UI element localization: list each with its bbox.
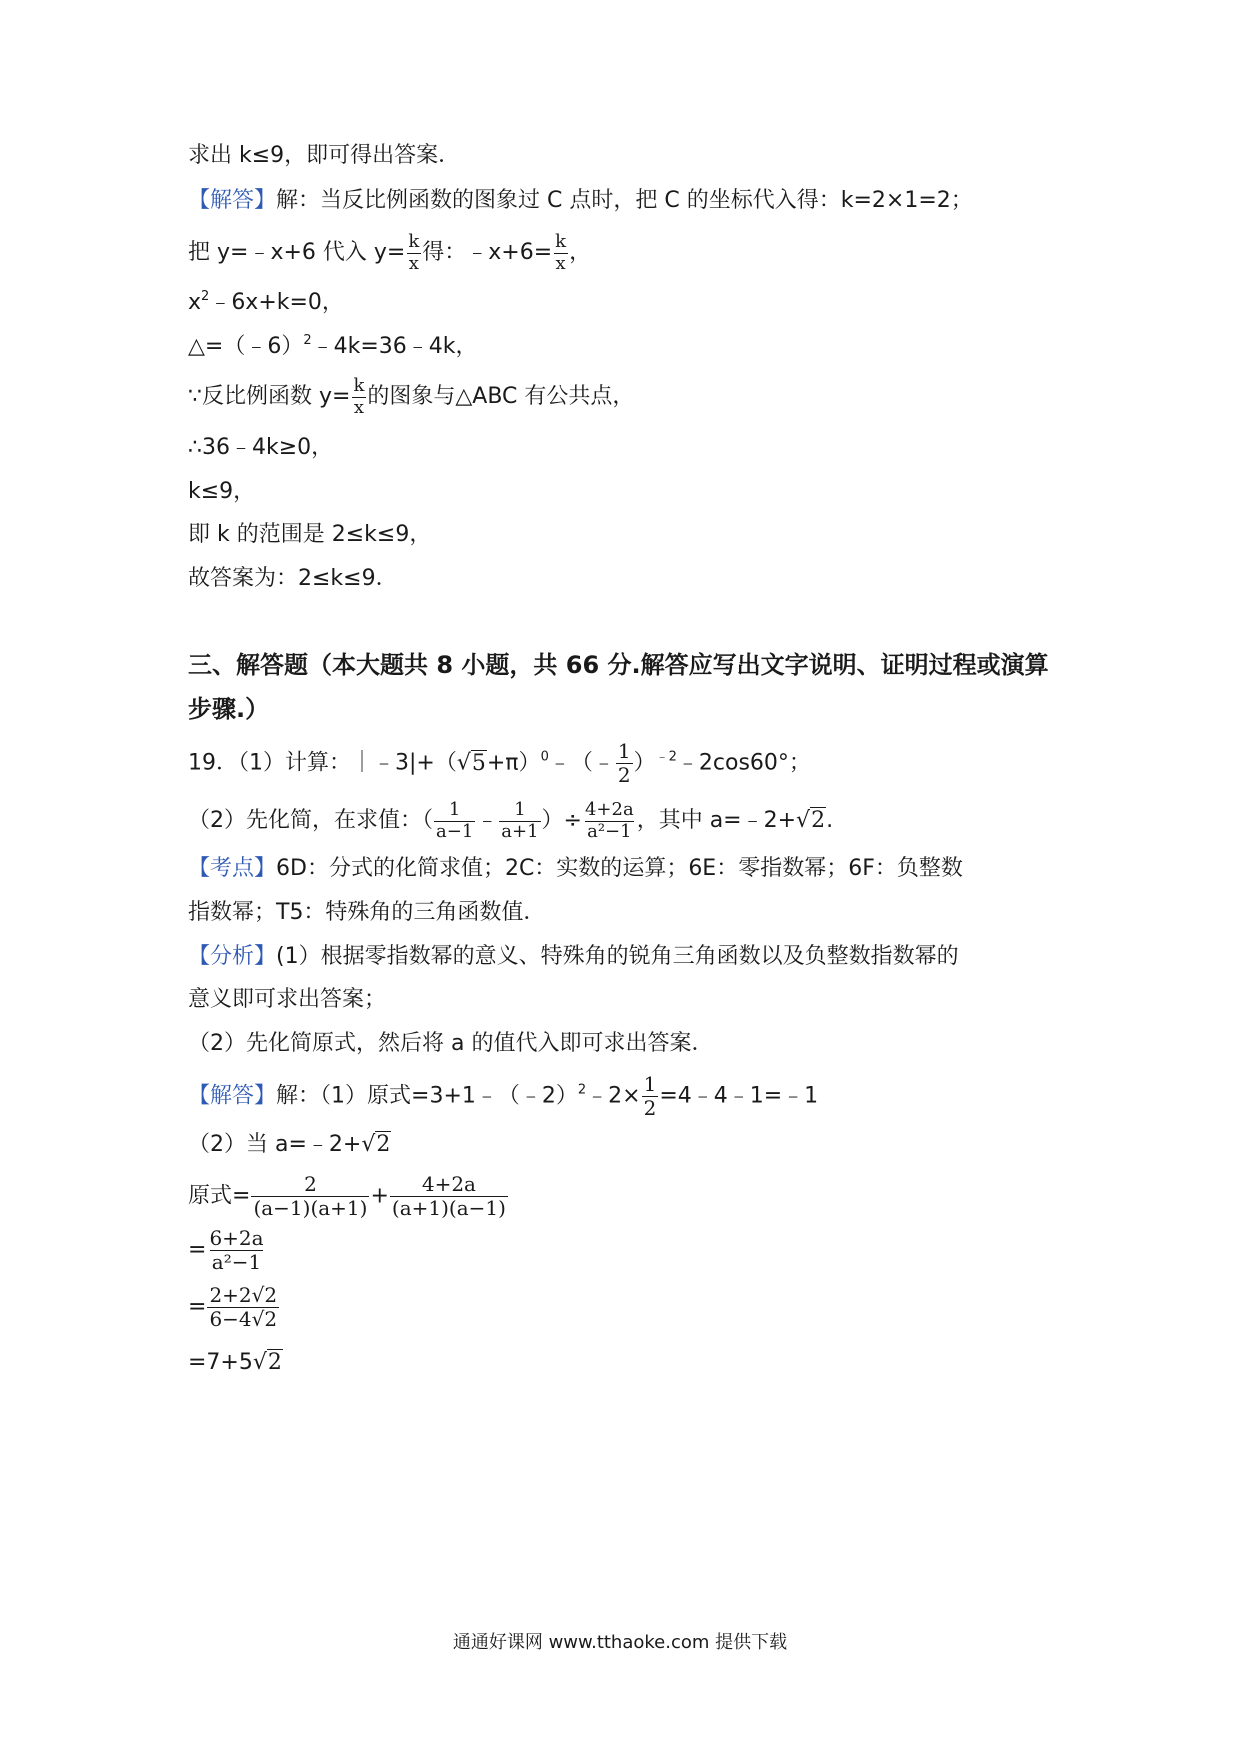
text-segment: （2）先化简，在求值：（: [188, 808, 433, 834]
section-heading: 三、解答题（本大题共 8 小题，共 66 分.解答应写出文字说明、证明过程或演算: [188, 651, 1049, 679]
text-segment: ﹣2cos60°；: [676, 750, 811, 776]
kaodian-tag: 【考点】: [188, 856, 277, 881]
fraction-denominator: x: [353, 396, 364, 418]
fenxi-tag: 【分析】: [188, 944, 277, 969]
text-segment: （2）当 a=﹣2+: [188, 1132, 362, 1157]
superscript: 2: [303, 333, 312, 348]
fraction-denominator: x: [408, 252, 419, 274]
text-segment: =4﹣4﹣1=﹣1: [659, 1083, 819, 1109]
page-footer: 通通好课网 www.tthaoke.com 提供下载: [452, 1632, 788, 1653]
fenxi-line: [188, 946, 959, 968]
answer-tag: 【解答】: [188, 188, 277, 213]
fraction: [207, 1227, 265, 1274]
text-line: [188, 376, 634, 418]
sqrt-symbol: √5: [456, 750, 486, 776]
text-segment: ﹣: [476, 808, 499, 834]
text-segment: =7+5: [188, 1350, 253, 1375]
text-segment: 6D：分式的化简求值；2C：实数的运算；6E：零指数幂；6F：负整数: [276, 856, 963, 881]
fraction: [251, 1173, 369, 1220]
answer-text: 解：当反比例函数的图象过 C 点时，把 C 的坐标代入得：k=2×1=2；: [276, 188, 973, 213]
text-segment: x: [188, 290, 202, 315]
fraction-denominator: a²−1: [587, 820, 632, 842]
sqrt-symbol: √2: [796, 808, 826, 834]
fraction-k-over-x: [406, 232, 421, 274]
jieda-line: [188, 1073, 818, 1120]
fraction-numerator: k: [408, 231, 420, 252]
text-segment: ，其中 a=﹣2+: [636, 808, 797, 834]
fraction-denominator: (a+1)(a−1): [391, 1196, 506, 1220]
fraction-one-half: [616, 740, 633, 787]
text-line: 即 k 的范围是 2≤k≤9，: [188, 522, 432, 547]
text-line: 意义即可求出答案；: [188, 987, 387, 1012]
fraction-k-over-x: [351, 376, 366, 418]
text-segment: ﹣6x+k=0，: [209, 290, 344, 315]
fraction: [499, 800, 540, 842]
question-19-part-1: [188, 740, 811, 787]
fraction-numerator: 1: [448, 799, 461, 820]
text-line: [188, 290, 344, 314]
fraction-denominator: 2: [617, 763, 631, 787]
jieda-tag: 【解答】: [188, 1083, 277, 1109]
text-segment: 原式=: [188, 1183, 251, 1209]
text-segment: △=（﹣6）: [188, 334, 304, 359]
superscript: 2: [577, 1082, 587, 1098]
text-segment: =: [188, 1237, 207, 1263]
fraction-numerator: 2+2√2: [209, 1283, 278, 1307]
fraction-numerator: k: [555, 231, 567, 252]
radicand: 5: [471, 750, 486, 776]
fraction-denominator: a−1: [436, 820, 474, 842]
question-19-part-2: [188, 800, 833, 842]
text-line: [188, 190, 973, 212]
radicand: 2: [376, 1132, 391, 1157]
math-line: [188, 1352, 283, 1374]
fraction-denominator: x: [555, 252, 566, 274]
fraction-denominator: 2: [643, 1096, 657, 1120]
text-segment: 把 y=﹣x+6 代入 y=: [188, 240, 406, 266]
superscript: 2: [201, 289, 210, 304]
fraction-numerator: 4+2a: [584, 799, 634, 820]
text-segment: ﹣2×: [586, 1083, 641, 1109]
fraction-numerator: 2: [304, 1172, 317, 1196]
sqrt-symbol: √2: [361, 1132, 391, 1157]
text-segment: .: [826, 808, 834, 834]
math-line: [188, 1173, 509, 1220]
text-segment: 解：（1）原式=3+1﹣（﹣2）: [276, 1083, 578, 1109]
text-segment: ∵反比例函数 y=: [188, 384, 351, 410]
text-line: [188, 232, 591, 274]
fraction-denominator: 6−4√2: [209, 1307, 278, 1331]
text-segment: ）: [633, 750, 656, 776]
text-segment: +π）: [486, 750, 541, 776]
text-segment: ﹣4k=36﹣4k，: [311, 334, 478, 359]
math-line: [188, 1284, 280, 1331]
fraction: [434, 800, 475, 842]
text-line: [188, 1134, 391, 1156]
superscript: ﹣2: [655, 749, 677, 765]
text-segment: ﹣（﹣: [548, 750, 615, 776]
text-segment: +: [370, 1183, 389, 1209]
fraction-numerator: k: [353, 375, 365, 396]
fraction-numerator: 1: [643, 1072, 657, 1096]
fraction-k-over-x: [553, 232, 568, 274]
text-segment: ）÷: [541, 808, 582, 834]
radicand: 2: [811, 808, 826, 834]
text-line: 故答案为：2≤k≤9．: [188, 566, 398, 591]
fraction-numerator: 6+2a: [209, 1226, 264, 1250]
text-line: ∴36﹣4k≥0，: [188, 435, 334, 460]
text-segment: 19．（1）计算：｜﹣3|+（: [188, 750, 457, 776]
text-line: 求出 k≤9，即可得出答案．: [188, 143, 461, 168]
fraction: [207, 1284, 279, 1331]
fraction: [583, 800, 636, 842]
section-heading-continued: 步骤.）: [188, 695, 270, 723]
text-segment: =: [188, 1294, 207, 1320]
text-segment: 的图象与△ABC 有公共点，: [367, 384, 635, 410]
text-line: （2）先化简原式，然后将 a 的值代入即可求出答案．: [188, 1031, 714, 1056]
text-segment: (1）根据零指数幂的意义、特殊角的锐角三角函数以及负整数指数幂的: [276, 944, 959, 969]
fraction-one-half: [642, 1073, 659, 1120]
fraction-numerator: 1: [617, 739, 631, 763]
kaodian-line: [188, 858, 963, 880]
fraction-denominator: a²−1: [211, 1250, 262, 1274]
fraction-denominator: a+1: [501, 820, 539, 842]
fraction-numerator: 4+2a: [421, 1172, 476, 1196]
text-segment: 得：﹣x+6=: [422, 240, 553, 266]
sqrt-symbol: √2: [252, 1350, 282, 1375]
fraction: [390, 1173, 508, 1220]
math-line: [188, 1227, 267, 1274]
superscript: 0: [540, 749, 549, 765]
fraction-numerator: 1: [514, 799, 526, 820]
text-line: k≤9，: [188, 479, 256, 504]
radicand: 2: [267, 1350, 282, 1375]
text-line: [188, 334, 478, 358]
text-line: 指数幂；T5：特殊角的三角函数值．: [188, 900, 546, 925]
text-segment: ，: [569, 240, 592, 266]
fraction-denominator: (a−1)(a+1): [253, 1196, 368, 1220]
